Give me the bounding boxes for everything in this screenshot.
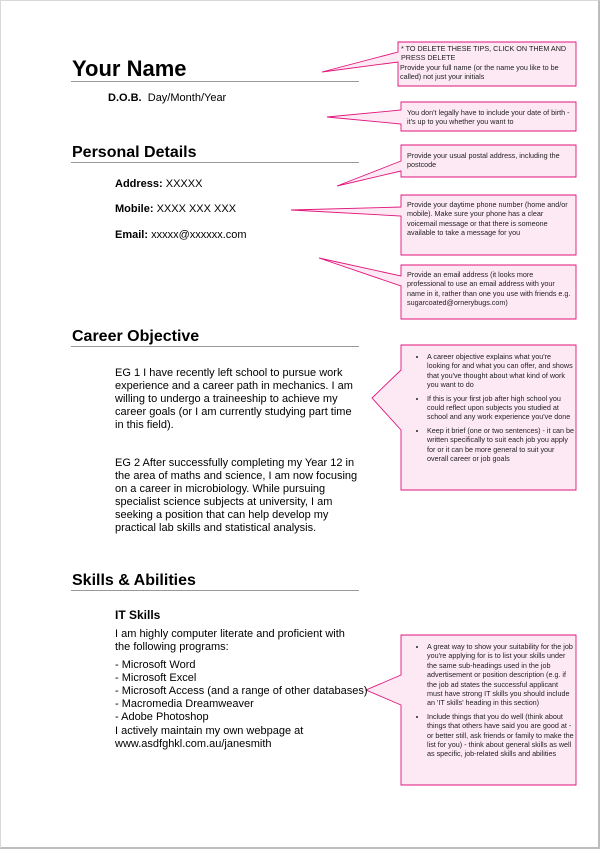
skills-divider <box>71 590 359 591</box>
career-objective-heading: Career Objective <box>72 328 200 345</box>
program-item: - Adobe Photoshop <box>115 711 209 723</box>
tip-skills[interactable] <box>403 642 575 763</box>
tip-delete-text: * TO DELETE THESE TIPS, CLICK ON THEM AND PRESS DELETE <box>401 44 567 63</box>
resume-name: Your Name <box>72 56 187 81</box>
personal-divider <box>71 162 359 163</box>
tip-skills-item: • Include things that you do well (think about things that others have said you are good at - or better still, ask friends or family to make the list for you) - think about general skills as well as specific, job-related skills and abilities <box>427 712 575 759</box>
tip-dob-text: You don't legally have to include your date of birth - it's up to you whether you want to <box>407 108 570 127</box>
email-field <box>115 229 247 241</box>
webpage-line: I actively maintain my own webpage at <box>115 725 304 737</box>
email-label: Email: <box>115 229 149 241</box>
name-divider <box>71 81 359 82</box>
career-example-2: EG 2 After successfully completing my Year 12 in the area of maths and science, I am now focusing on a career in microbiology. While pursuing specialist science subjects at university, I am seeking a position that can help develop my practical lab skills and statistical analysis. <box>115 457 358 534</box>
program-item: - Microsoft Word <box>115 659 196 671</box>
mobile-label: Mobile: <box>115 203 154 215</box>
career-example-1: EG 1 I have recently left school to pursue work experience and a career path in mechanics. I am willing to undergo a traineeship to achieve my career goals (or I am currently studying part time in this field). <box>115 367 353 431</box>
tip-career-item: • Keep it brief (one or two sentences) - it can be written specifically to suit each job you apply for or it can be more general to suit your overall career or job goals <box>427 426 575 464</box>
program-item: - Microsoft Access (and a range of other databases) <box>115 685 368 697</box>
tip-address-text: Provide your usual postal address, including the postcode <box>407 151 560 170</box>
tip-email-text: Provide an email address (it looks more professional to use an email address with your name in it, rather than one you use with friends e.g. sugarcoated@ornerybugs.com) <box>407 270 571 308</box>
tip-phone-text: Provide your daytime phone number (home and/or mobile). Make sure your phone has a clear voicemail message or that there is someone available to take a message for you <box>407 200 568 238</box>
email-value: xxxxx@xxxxxx.com <box>151 229 247 241</box>
tip-name-text: Provide your full name (or the name you like to be called) not just your initials <box>400 62 559 82</box>
address-field <box>115 178 202 190</box>
tip-career-list <box>403 352 575 463</box>
tip-career-item: • A career objective explains what you're looking for and what you can offer, and shows that you've thought about what kind of work you want to do <box>427 352 575 390</box>
program-item: - Macromedia Dreamweaver <box>115 698 254 710</box>
webpage-url: www.asdfghkl.com.au/janesmith <box>115 738 272 750</box>
career-divider <box>71 346 359 347</box>
address-label: Address: <box>115 178 163 190</box>
address-value: XXXXX <box>165 178 203 190</box>
tip-skills-list <box>403 642 575 759</box>
program-item: - Microsoft Excel <box>115 672 197 684</box>
program-list <box>115 659 368 724</box>
mobile-value: XXXX XXX XXX <box>156 203 237 215</box>
personal-details-heading: Personal Details <box>72 144 197 161</box>
it-skills-subheading: IT Skills <box>115 608 161 622</box>
tip-skills-item: • A great way to show your suitability for the job you're applying for is to list your skills under the same sub-headings used in the job advertisement or position description (e.g. if the job ad states the successful applicant must have strong IT skills you should include an 'IT skills' heading in this section) <box>427 642 575 708</box>
tip-career[interactable] <box>403 352 575 467</box>
tip-career-item: • If this is your first job after high school you could reflect upon subjects you studied at school and any work experience you've done <box>427 394 575 422</box>
dob-label: D.O.B. <box>108 92 142 104</box>
skills-heading: Skills & Abilities <box>72 572 196 589</box>
tip-dob[interactable] <box>407 108 573 127</box>
mobile-field <box>115 203 236 215</box>
dob-line <box>108 92 226 104</box>
tip-phone[interactable] <box>407 200 573 238</box>
tip-name[interactable] <box>400 44 574 82</box>
tip-email[interactable] <box>407 270 573 308</box>
dob-value: Day/Month/Year <box>147 92 227 104</box>
tip-address[interactable] <box>407 151 573 170</box>
skills-intro: I am highly computer literate and proficient with the following programs: <box>115 628 345 653</box>
